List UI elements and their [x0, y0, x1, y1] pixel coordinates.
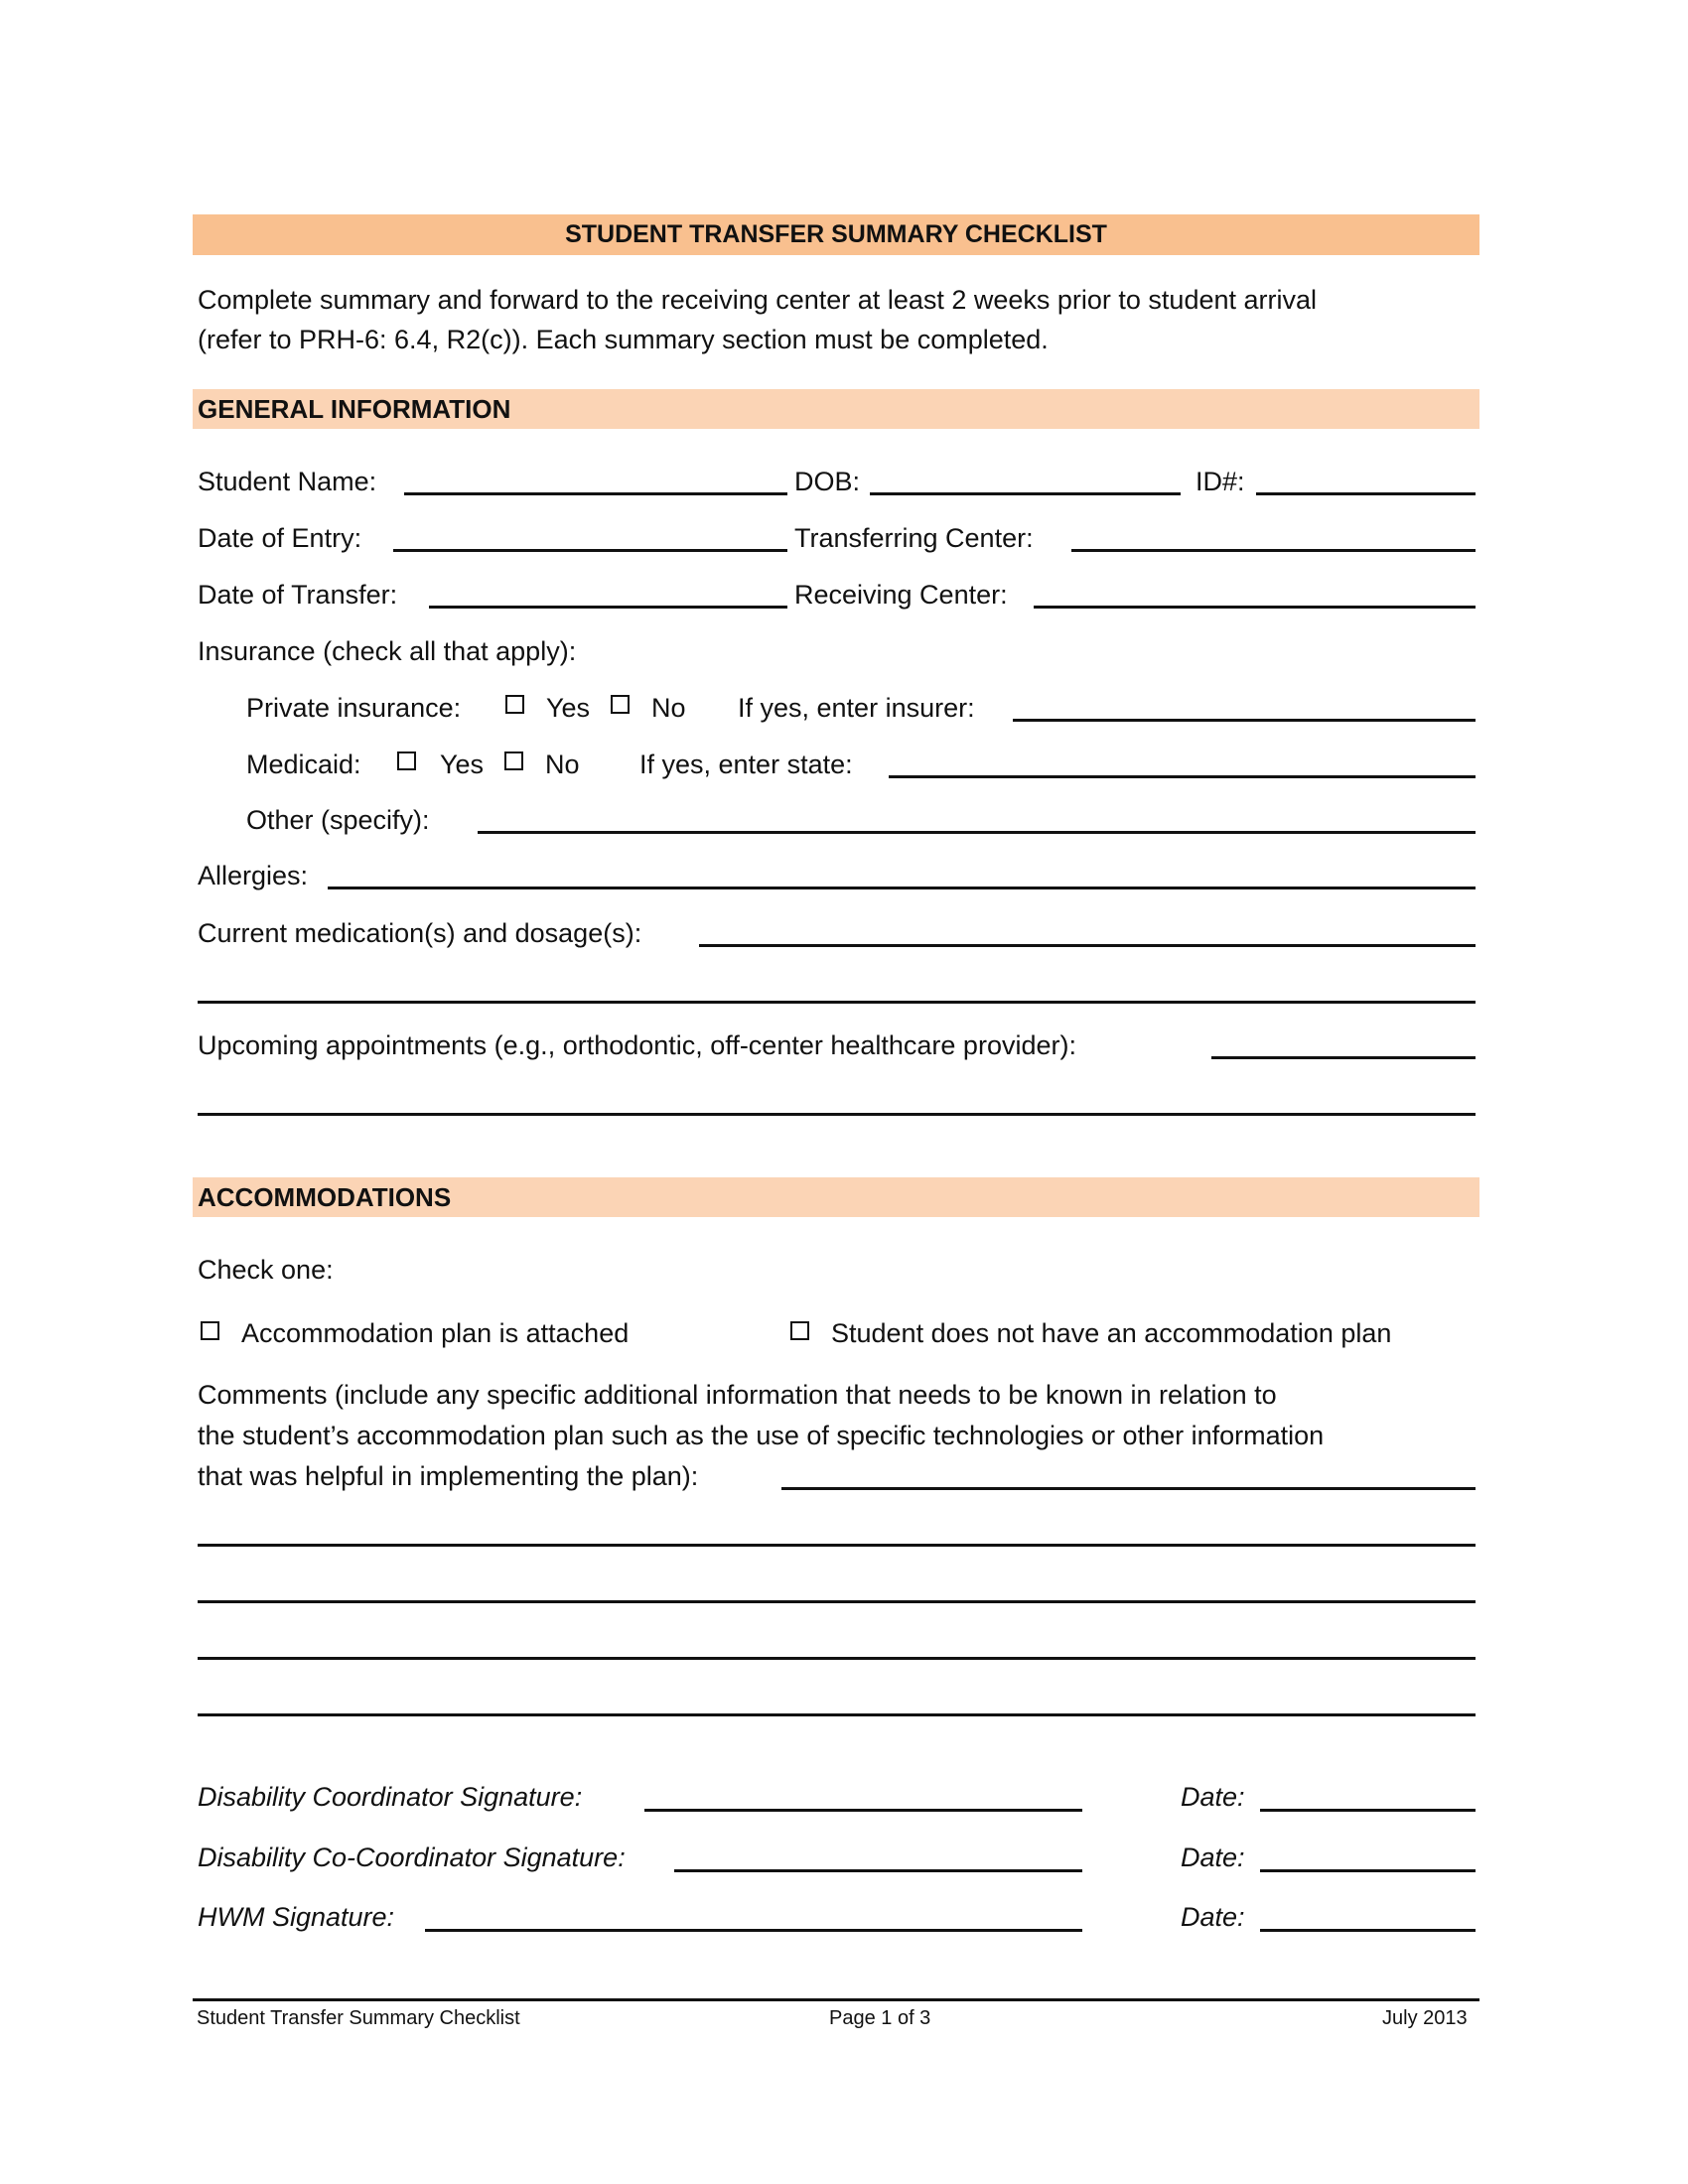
- transferring-center-field[interactable]: [1071, 549, 1476, 552]
- footer-rule: [193, 1998, 1479, 2001]
- date-of-entry-label: Date of Entry:: [198, 523, 362, 553]
- intro-line-1: Complete summary and forward to the receiving center at least 2 weeks prior to student arrival: [198, 285, 1318, 315]
- appointments-field[interactable]: [1211, 1056, 1476, 1059]
- document-title: STUDENT TRANSFER SUMMARY CHECKLIST: [193, 214, 1479, 255]
- receiving-center-field[interactable]: [1034, 606, 1476, 609]
- appointments-label: Upcoming appointments (e.g., orthodontic, off-center healthcare provider):: [198, 1030, 1076, 1060]
- medicaid-yes-label: Yes: [440, 750, 485, 779]
- co-coordinator-signature-label: Disability Co-Coordinator Signature:: [198, 1843, 626, 1872]
- footer-doc-title: Student Transfer Summary Checklist: [197, 2007, 520, 2029]
- dob-field[interactable]: [870, 492, 1181, 495]
- hwm-signature-label: HWM Signature:: [198, 1902, 395, 1932]
- accommodation-plan-attached-checkbox[interactable]: [201, 1321, 219, 1340]
- private-insurance-no-label: No: [651, 693, 686, 723]
- appointments-field-continued[interactable]: [198, 1113, 1476, 1116]
- comments-field-line-5[interactable]: [198, 1713, 1476, 1716]
- student-name-field[interactable]: [404, 492, 787, 495]
- hwm-date-label: Date:: [1181, 1902, 1245, 1932]
- no-accommodation-plan-label: Student does not have an accommodation plan: [831, 1318, 1392, 1348]
- check-one-label: Check one:: [198, 1255, 334, 1285]
- date-of-transfer-field[interactable]: [429, 606, 787, 609]
- date-of-transfer-label: Date of Transfer:: [198, 580, 398, 610]
- medications-field[interactable]: [699, 944, 1476, 947]
- insurer-field[interactable]: [1013, 719, 1476, 722]
- co-coordinator-signature-field[interactable]: [674, 1869, 1082, 1872]
- allergies-label: Allergies:: [198, 861, 309, 890]
- co-coordinator-date-label: Date:: [1181, 1843, 1245, 1872]
- footer-page-number: Page 1 of 3: [829, 2007, 931, 2029]
- allergies-field[interactable]: [328, 887, 1476, 889]
- private-insurance-label: Private insurance:: [246, 693, 462, 723]
- student-name-label: Student Name:: [198, 467, 377, 496]
- medicaid-label: Medicaid:: [246, 750, 361, 779]
- accommodation-plan-attached-label: Accommodation plan is attached: [241, 1318, 630, 1348]
- other-insurance-field[interactable]: [478, 831, 1476, 834]
- insurance-label: Insurance (check all that apply):: [198, 636, 577, 666]
- transferring-center-label: Transferring Center:: [794, 523, 1034, 553]
- medications-label: Current medication(s) and dosage(s):: [198, 918, 642, 948]
- id-field[interactable]: [1256, 492, 1476, 495]
- medicaid-no-label: No: [545, 750, 580, 779]
- other-insurance-label: Other (specify):: [246, 805, 430, 835]
- comments-field-line-4[interactable]: [198, 1657, 1476, 1660]
- private-insurance-yes-label: Yes: [546, 693, 591, 723]
- comments-field-line-2[interactable]: [198, 1544, 1476, 1547]
- medicaid-yes-checkbox[interactable]: [397, 751, 416, 770]
- medicaid-no-checkbox[interactable]: [504, 751, 523, 770]
- private-insurance-no-checkbox[interactable]: [611, 695, 630, 714]
- comments-line-3: that was helpful in implementing the plan):: [198, 1461, 699, 1491]
- intro-line-2: (refer to PRH-6: 6.4, R2(c)). Each summary section must be completed.: [198, 325, 1049, 354]
- section-heading-accommodations: ACCOMMODATIONS: [193, 1177, 1479, 1217]
- receiving-center-label: Receiving Center:: [794, 580, 1008, 610]
- hwm-signature-field[interactable]: [425, 1929, 1082, 1932]
- comments-line-1: Comments (include any specific additional information that needs to be known in relation to: [198, 1380, 1277, 1410]
- dob-label: DOB:: [794, 467, 861, 496]
- section-heading-general-information: GENERAL INFORMATION: [193, 389, 1479, 429]
- coordinator-date-label: Date:: [1181, 1782, 1245, 1812]
- co-coordinator-date-field[interactable]: [1260, 1869, 1476, 1872]
- coordinator-date-field[interactable]: [1260, 1809, 1476, 1812]
- state-label: If yes, enter state:: [639, 750, 853, 779]
- insurer-label: If yes, enter insurer:: [738, 693, 975, 723]
- private-insurance-yes-checkbox[interactable]: [505, 695, 524, 714]
- coordinator-signature-field[interactable]: [644, 1809, 1082, 1812]
- comments-field-line-3[interactable]: [198, 1600, 1476, 1603]
- date-of-entry-field[interactable]: [393, 549, 787, 552]
- id-label: ID#:: [1196, 467, 1245, 496]
- hwm-date-field[interactable]: [1260, 1929, 1476, 1932]
- no-accommodation-plan-checkbox[interactable]: [790, 1321, 809, 1340]
- comments-line-2: the student’s accommodation plan such as the use of specific technologies or other information: [198, 1421, 1325, 1450]
- state-field[interactable]: [889, 775, 1476, 778]
- comments-field[interactable]: [781, 1487, 1476, 1490]
- medications-field-continued[interactable]: [198, 1001, 1476, 1004]
- footer-date: July 2013: [1382, 2007, 1468, 2029]
- coordinator-signature-label: Disability Coordinator Signature:: [198, 1782, 583, 1812]
